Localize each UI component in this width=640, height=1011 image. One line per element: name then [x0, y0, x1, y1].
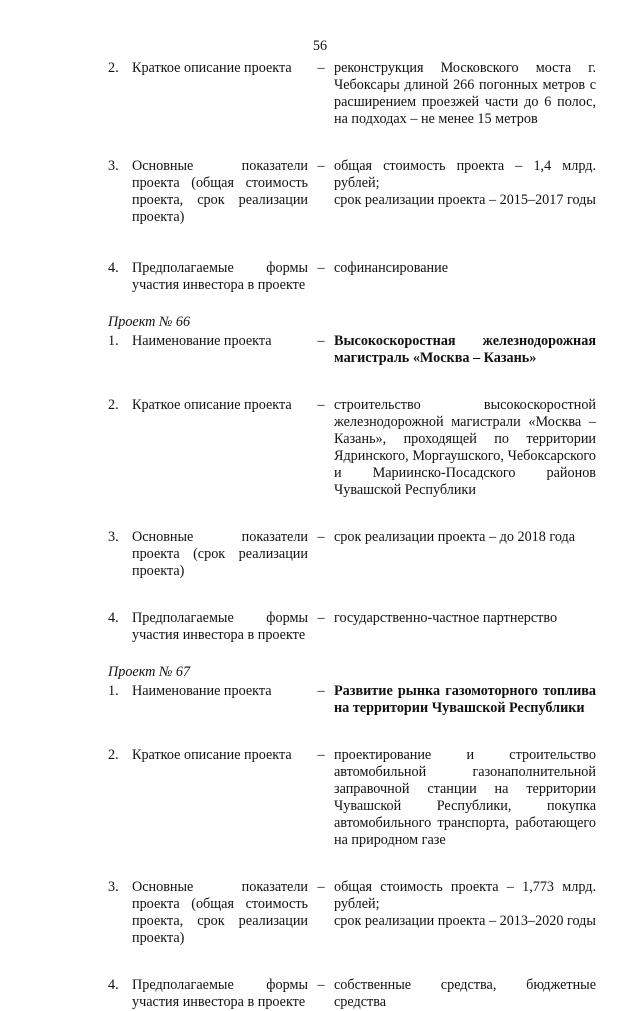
- item-number: 1.: [108, 683, 119, 699]
- item-number: 3.: [108, 529, 119, 545]
- item-label: Краткое описание проекта: [132, 397, 292, 413]
- item-value: государственно-частное партнерство: [334, 610, 558, 626]
- dash: –: [317, 977, 325, 993]
- item-row: [108, 260, 596, 294]
- dash: –: [317, 529, 325, 545]
- dash: –: [317, 879, 325, 895]
- item-label: Наименование проекта: [132, 333, 272, 349]
- item-number: 4.: [108, 977, 119, 993]
- dash: –: [317, 260, 325, 276]
- item-label: Основные показатели проекта (общая стоимость проекта, срок реализации проекта): [132, 158, 308, 225]
- item-row: [108, 683, 596, 717]
- project-heading: Проект № 67: [108, 664, 191, 680]
- item-label: Краткое описание проекта: [132, 60, 292, 76]
- item-value: общая стоимость проекта – 1,4 млрд. рублей; срок реализации проекта – 2015–2017 годы: [334, 158, 596, 208]
- project-heading: Проект № 66: [108, 314, 191, 330]
- item-value: проектирование и строительство автомобильной газонаполнительной заправочной станции на территории Чувашской Республики, покупка автомобильного транспорта, работающего на природном газе: [334, 747, 596, 848]
- item-number: 4.: [108, 260, 119, 276]
- item-label: Основные показатели проекта (срок реализации проекта): [132, 529, 308, 579]
- dash: –: [317, 747, 325, 763]
- project-title: Развитие рынка газомоторного топлива на территории Чувашской Республики: [334, 683, 596, 716]
- dash: –: [317, 158, 325, 174]
- item-label: Предполагаемые формы участия инвестора в проекте: [132, 977, 308, 1010]
- dash: –: [317, 397, 325, 413]
- item-label: Предполагаемые формы участия инвестора в проекте: [132, 260, 308, 293]
- item-number: 4.: [108, 610, 119, 626]
- item-row: [108, 333, 596, 367]
- item-number: 2.: [108, 60, 119, 76]
- page-number: 56: [312, 38, 328, 54]
- item-row: [108, 977, 596, 1011]
- item-row: [108, 60, 596, 128]
- item-number: 3.: [108, 158, 119, 174]
- item-value: общая стоимость проекта – 1,773 млрд. рублей; срок реализации проекта – 2013–2020 годы: [334, 879, 596, 929]
- item-value: реконструкция Московского моста г. Чебоксары длиной 266 погонных метров с расширением проезжей части до 6 полос, на подходах – не менее 15 метров: [334, 60, 596, 127]
- item-number: 2.: [108, 397, 119, 413]
- item-value: собственные средства, бюджетные средства: [334, 977, 596, 1010]
- item-row: [108, 747, 596, 849]
- item-label: Основные показатели проекта (общая стоимость проекта, срок реализации проекта): [132, 879, 308, 946]
- item-label: Предполагаемые формы участия инвестора в проекте: [132, 610, 308, 643]
- document-body: [108, 60, 596, 1011]
- item-row: [108, 529, 596, 580]
- item-row: [108, 158, 596, 226]
- item-value: срок реализации проекта – до 2018 года: [334, 529, 576, 545]
- item-label: Краткое описание проекта: [132, 747, 292, 763]
- item-label: Наименование проекта: [132, 683, 272, 699]
- item-row: [108, 610, 596, 644]
- dash: –: [317, 610, 325, 626]
- item-number: 2.: [108, 747, 119, 763]
- item-value: строительство высокоскоростной железнодорожной магистрали «Москва – Казань», проходящей по территории Ядринского, Моргаушского, Чебоксарского и Мариинско-Посадского районов Чувашской Республики: [334, 397, 596, 498]
- dash: –: [317, 683, 325, 699]
- item-value: софинансирование: [334, 260, 449, 276]
- item-number: 3.: [108, 879, 119, 895]
- dash: –: [317, 333, 325, 349]
- project-title: Высокоскоростная железнодорожная магистраль «Москва – Казань»: [334, 333, 596, 366]
- item-number: 1.: [108, 333, 119, 349]
- dash: –: [317, 60, 325, 76]
- item-row: [108, 397, 596, 499]
- item-row: [108, 879, 596, 947]
